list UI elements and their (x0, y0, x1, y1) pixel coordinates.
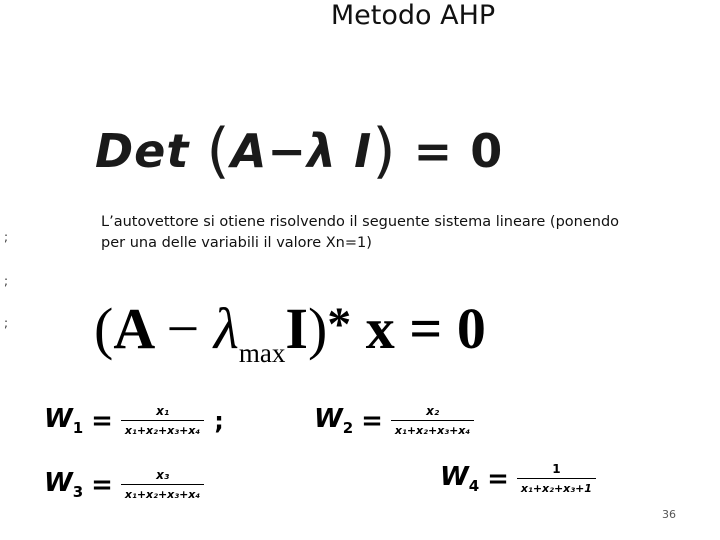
weight-index: 2 (342, 419, 354, 437)
denominator: x₁+x₂+x₃+x₄ (391, 420, 474, 437)
lambda-symbol: λ (306, 124, 338, 178)
identity-matrix: I (285, 296, 308, 361)
numerator: 1 (552, 462, 561, 476)
weight-symbol: W (314, 404, 343, 434)
lambda-subscript: max (238, 338, 286, 368)
det-operator: Det (95, 124, 190, 178)
fraction (121, 404, 204, 437)
page-number: 36 (662, 508, 676, 521)
minus-sign: − (166, 296, 200, 361)
weight-symbol: W (44, 404, 73, 434)
separator: ; (214, 406, 224, 435)
lambda-symbol: λ (213, 296, 239, 361)
weight-formula-w3 (44, 468, 204, 501)
bullet-marker: ; (4, 230, 9, 244)
weight-formula-w1 (44, 404, 224, 437)
weight-symbol: W (44, 468, 73, 498)
minus-sign: − (267, 124, 307, 178)
determinant-equation (95, 112, 504, 186)
equals-sign: = (91, 469, 113, 500)
weight-formula-w4 (440, 462, 596, 495)
zero: 0 (456, 296, 486, 361)
denominator: x₁+x₂+x₃+x₄ (121, 420, 204, 437)
denominator: x₁+x₂+x₃+x₄ (121, 484, 204, 501)
bullet-marker: ; (4, 274, 9, 288)
body-paragraph: L’autovettore si otiene risolvendo il seguente sistema lineare (ponendo per una delle variabili il valore Xn=1) (101, 214, 620, 251)
fraction (121, 468, 204, 501)
weight-symbol: W (440, 462, 469, 492)
numerator: x₃ (156, 468, 170, 482)
zero: 0 (470, 124, 504, 178)
slide-title: Metodo AHP (330, 0, 496, 31)
weight-index: 3 (72, 483, 84, 501)
open-paren: ( (94, 296, 114, 361)
equals-sign: = (361, 405, 383, 436)
weight-index: 1 (72, 419, 84, 437)
open-paren: ( (206, 116, 231, 186)
identity-matrix: I (354, 124, 373, 178)
matrix-a: A (230, 124, 268, 178)
close-paren: ) (372, 116, 397, 186)
equals-sign: = (409, 296, 443, 361)
weight-index: 4 (468, 477, 480, 495)
numerator: x₂ (426, 404, 440, 418)
vector-x: x (365, 296, 395, 361)
denominator: x₁+x₂+x₃+1 (517, 478, 596, 495)
bullet-marker: ; (4, 316, 9, 330)
equals-sign: = (487, 463, 509, 494)
eigenvector-equation (94, 295, 486, 368)
fraction (391, 404, 474, 437)
equals-sign: = (91, 405, 113, 436)
numerator: x₁ (156, 404, 170, 418)
close-paren: ) (307, 296, 328, 361)
matrix-a: A (113, 296, 153, 361)
fraction (517, 462, 596, 495)
equals-sign: = (413, 124, 454, 178)
star-operator: * (327, 298, 352, 351)
weight-formula-w2 (314, 404, 474, 437)
